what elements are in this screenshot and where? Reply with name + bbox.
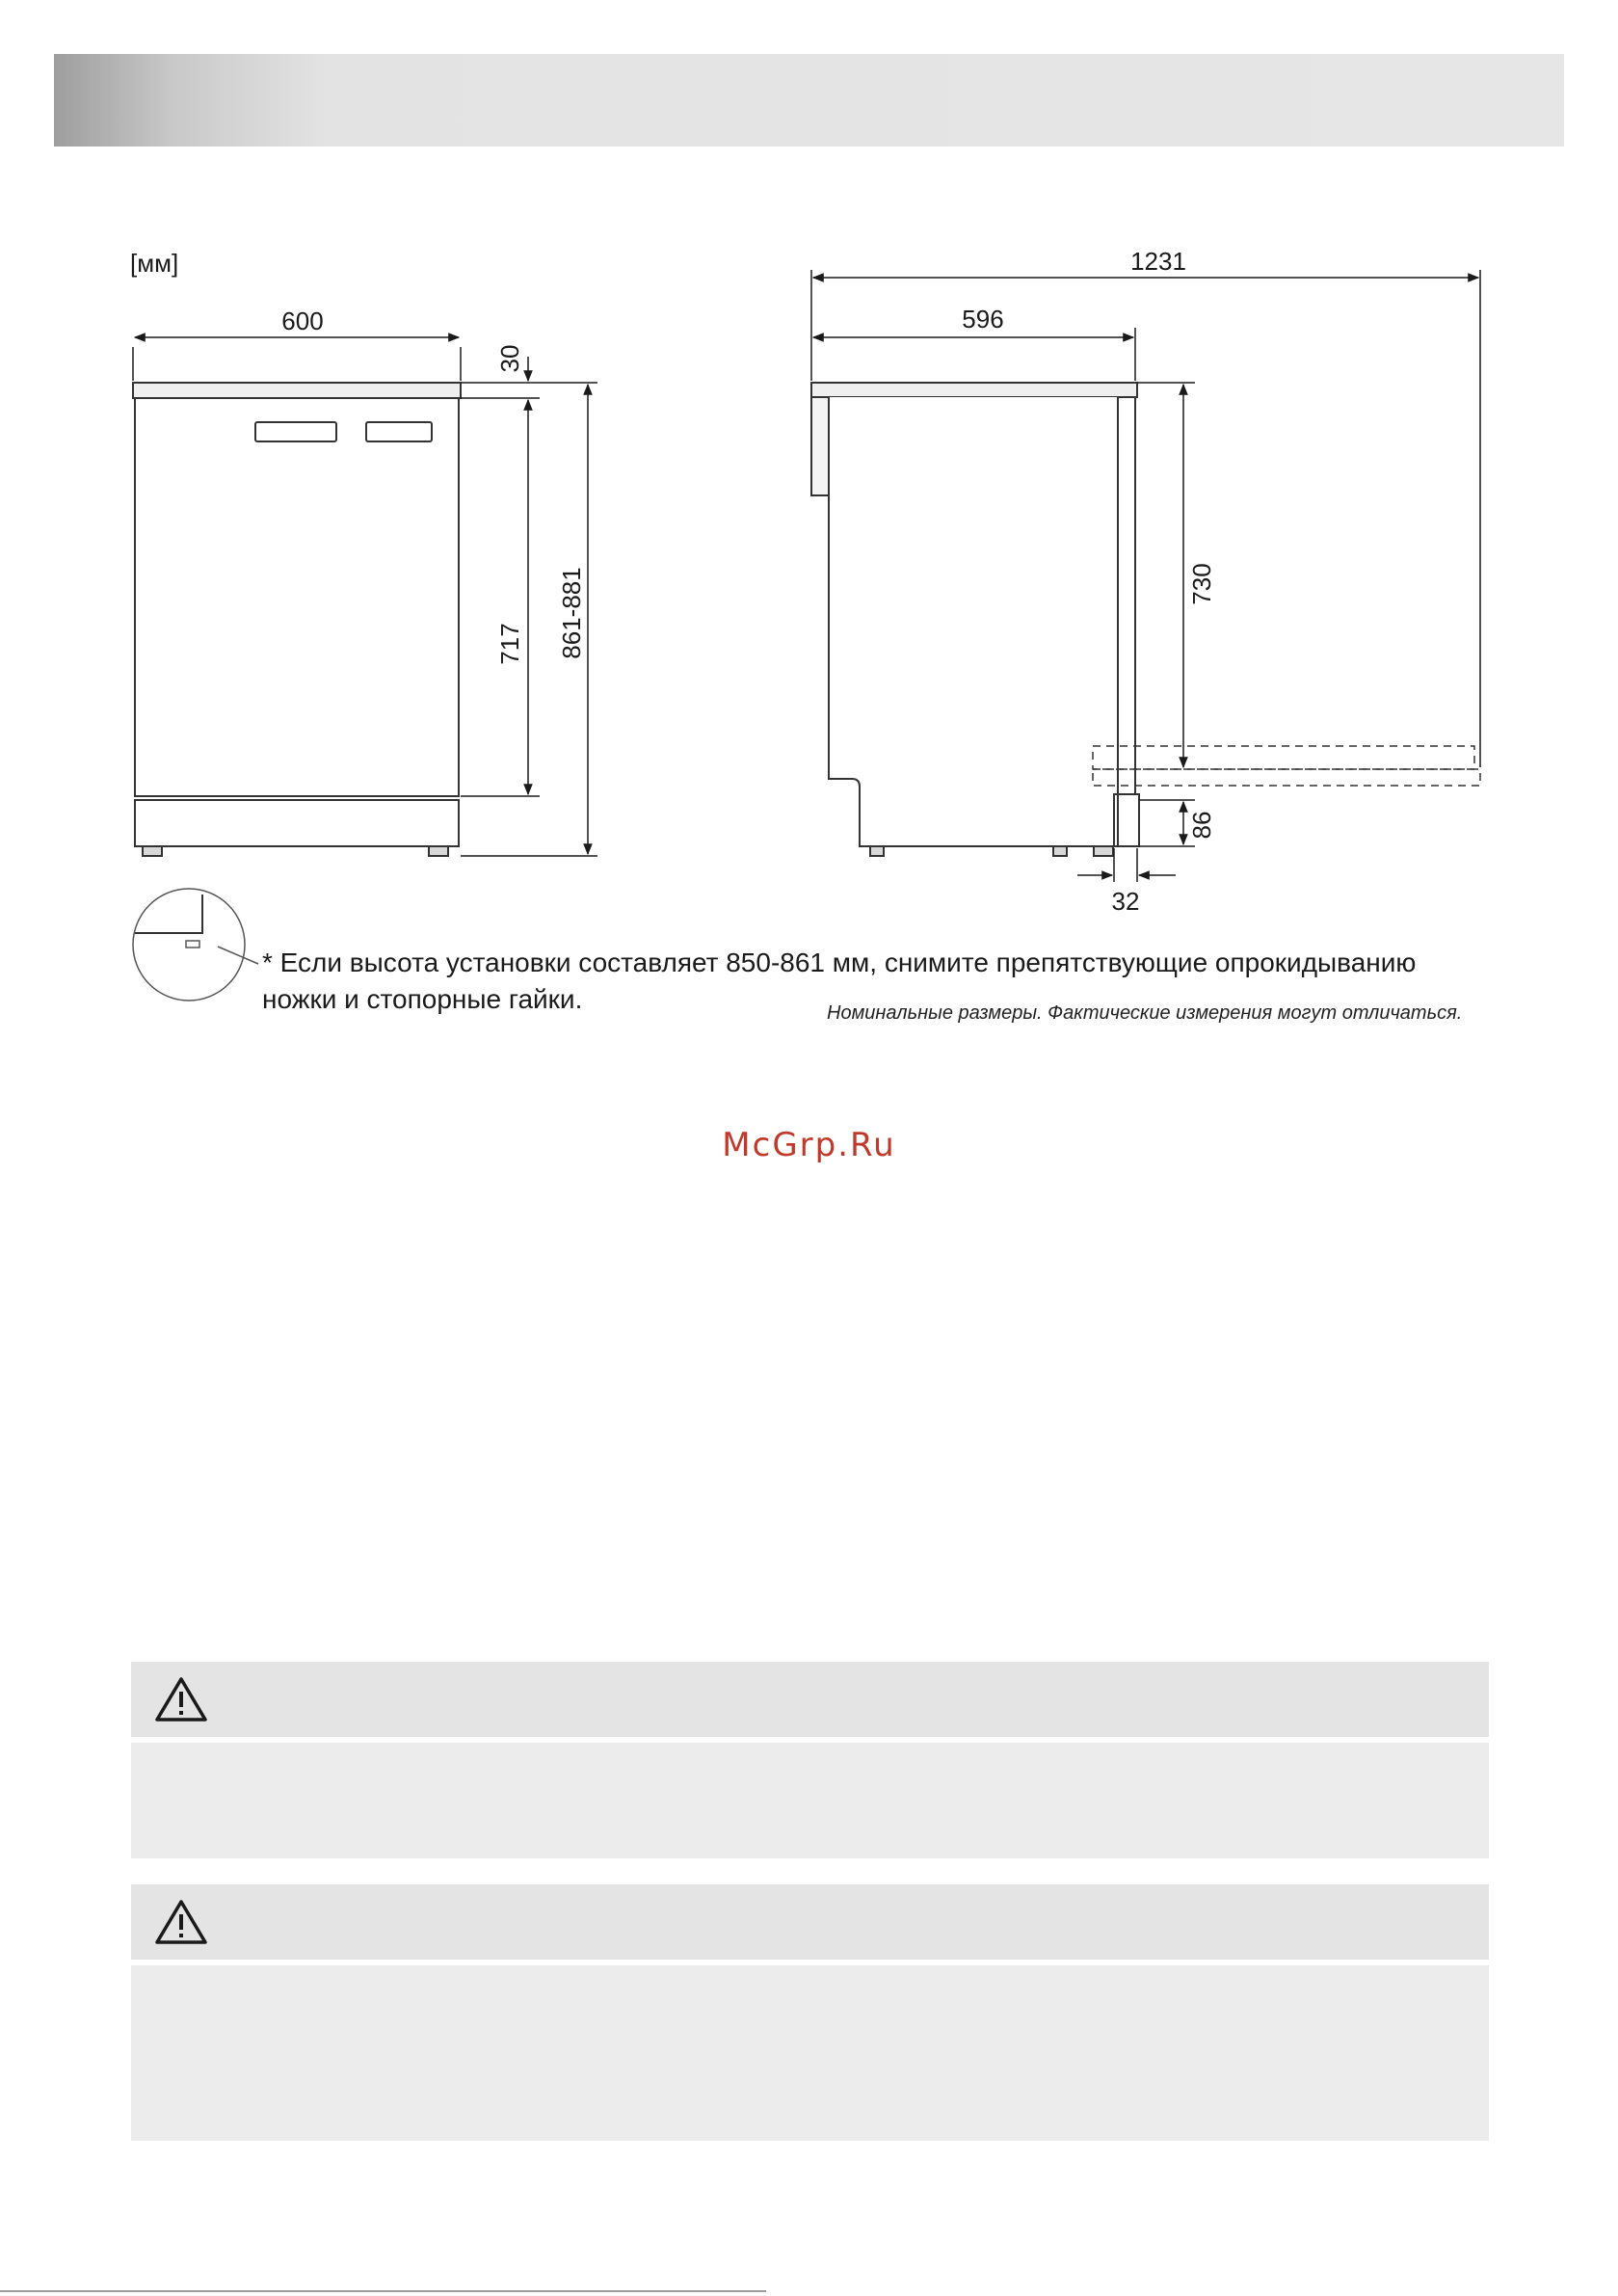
dimension-diagram: [0, 0, 1618, 1060]
warning-body-2: [131, 1965, 1489, 2141]
dim-top-thickness: 30: [495, 344, 524, 373]
dim-side-depth: 596: [962, 305, 1004, 334]
dim-plinth-offset: 32: [1111, 887, 1140, 916]
footnote-line-1: * Если высота установки составляет 850-861 мм, снимите препятствующие опрокидыванию: [262, 948, 1417, 977]
dim-plinth-height: 86: [1187, 811, 1216, 840]
warning-header-1: [131, 1662, 1489, 1737]
front-view: [133, 383, 461, 856]
watermark: McGrp.Ru: [722, 1126, 896, 1164]
footer-rule: [0, 2290, 766, 2292]
side-view: [811, 383, 1139, 856]
warning-body-1: [131, 1743, 1489, 1858]
unit-label: [мм]: [130, 249, 179, 278]
dim-total-height: 861-881: [557, 567, 586, 659]
dim-side-height: 730: [1187, 563, 1216, 605]
warning-triangle-icon: [154, 1675, 208, 1723]
warning-header-2: [131, 1884, 1489, 1960]
dim-front-width: 600: [281, 307, 324, 335]
detail-magnifier: [133, 889, 258, 1001]
nominal-dimensions-note: Номинальные размеры. Фактические измерения могут отличаться.: [827, 1002, 1463, 1024]
dim-total-depth: 1231: [1130, 247, 1186, 276]
dim-body-height: 717: [495, 623, 524, 665]
footnote-line-2: ножки и стопорные гайки.: [262, 984, 583, 1014]
warning-triangle-icon: [154, 1898, 208, 1946]
